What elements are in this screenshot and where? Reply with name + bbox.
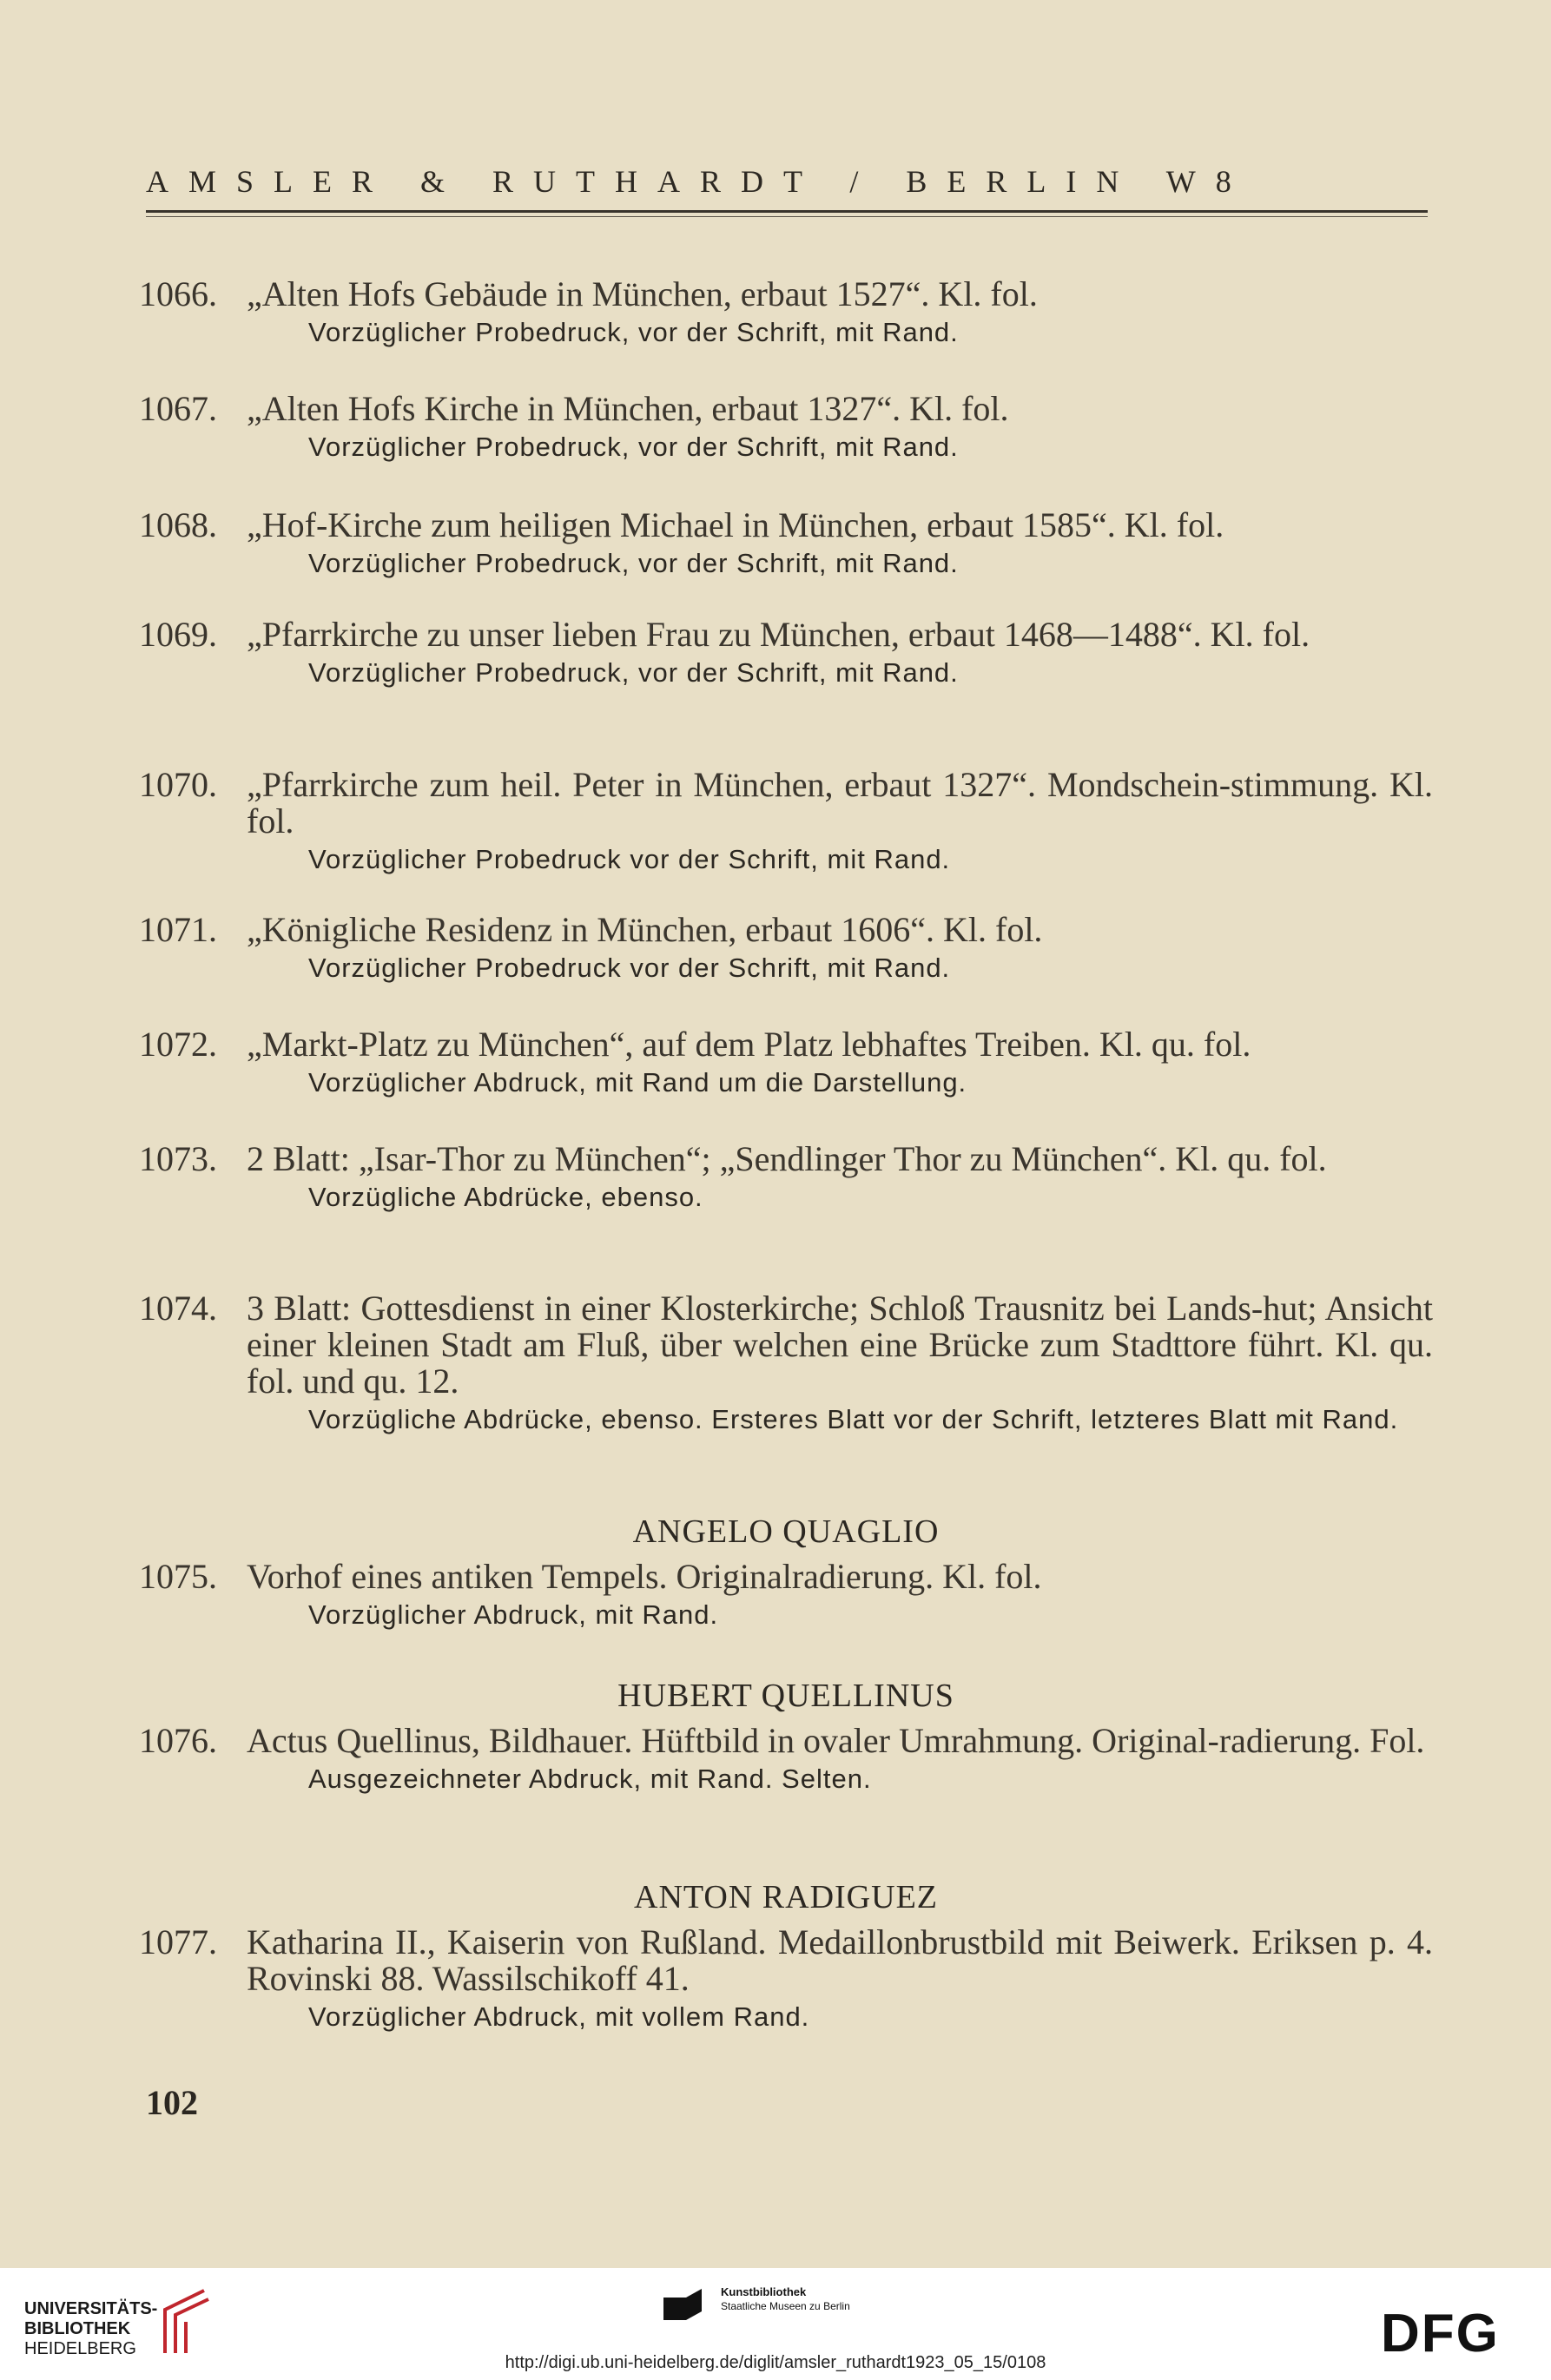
catalog-entry-1071 — [139, 912, 1433, 983]
header-rule — [146, 210, 1428, 213]
library-line-2: BIBLIOTHEK — [24, 2319, 131, 2338]
entry-title: 2 Blatt: „Isar-Thor zu München“; „Sendlinger Thor zu München“. Kl. qu. fol. — [247, 1139, 1327, 1178]
kunstbibliothek-label — [721, 2285, 850, 2313]
artist-heading: ANGELO QUAGLIO — [632, 1513, 940, 1550]
entry-number: 1068. — [139, 505, 217, 544]
entry-title: „Markt-Platz zu München“, auf dem Platz lebhaftes Treiben. Kl. qu. fol. — [247, 1025, 1251, 1064]
library-logo-icon — [156, 2284, 217, 2362]
catalog-entry-1067 — [139, 391, 1433, 462]
entry-number: 1066. — [139, 274, 217, 313]
footer-bar — [0, 2268, 1551, 2380]
entry-note: Vorzügliche Abdrücke, ebenso. Ersteres Blatt vor der Schrift, letzteres Blatt mit Rand. — [308, 1404, 1399, 1434]
entry-note: Vorzüglicher Probedruck vor der Schrift, mit Rand. — [308, 844, 951, 874]
entry-note: Vorzüglicher Probedruck, vor der Schrift, mit Rand. — [308, 317, 959, 347]
entry-number: 1074. — [139, 1289, 217, 1328]
entry-note: Vorzüglicher Abdruck, mit vollem Rand. — [308, 2001, 810, 2032]
library-line-1: UNIVERSITÄTS- — [24, 2299, 158, 2318]
catalog-entry-1068 — [139, 507, 1433, 578]
entry-number: 1075. — [139, 1557, 217, 1596]
entry-number: 1073. — [139, 1139, 217, 1178]
page-number: 102 — [146, 2083, 198, 2122]
catalog-entry-1074 — [139, 1290, 1433, 1434]
kunstbibliothek-sub: Staatliche Museen zu Berlin — [721, 2300, 850, 2312]
artist-heading: ANTON RADIGUEZ — [634, 1879, 938, 1915]
entry-note: Vorzüglicher Abdruck, mit Rand um die Darstellung. — [308, 1067, 967, 1098]
catalog-entry-1077 — [139, 1924, 1433, 2032]
entry-number: 1069. — [139, 615, 217, 654]
university-library-name — [24, 2299, 157, 2359]
catalog-entry-1076 — [139, 1723, 1433, 1794]
library-line-3: HEIDELBERG — [24, 2339, 136, 2358]
entry-title: „Alten Hofs Kirche in München, erbaut 1327“. Kl. fol. — [247, 389, 1009, 428]
entry-title: Katharina II., Kaiserin von Rußland. Medaillonbrustbild mit Beiwerk. Eriksen p. 4. Rovinski 88. Wassilschikoff 41. — [247, 1922, 1433, 1998]
entry-number: 1077. — [139, 1922, 217, 1961]
catalog-entry-1070 — [139, 767, 1433, 874]
kunstbibliothek-name: Kunstbibliothek — [721, 2285, 807, 2298]
entry-number: 1071. — [139, 910, 217, 949]
entry-note: Vorzüglicher Abdruck, mit Rand. — [308, 1599, 719, 1630]
entry-title: „Alten Hofs Gebäude in München, erbaut 1527“. Kl. fol. — [247, 274, 1038, 313]
catalog-entry-1069 — [139, 616, 1433, 688]
entry-note: Vorzüglicher Probedruck, vor der Schrift, mit Rand. — [308, 548, 959, 578]
entry-note: Ausgezeichneter Abdruck, mit Rand. Selten. — [308, 1764, 872, 1794]
entry-note: Vorzüglicher Probedruck vor der Schrift, mit Rand. — [308, 953, 951, 983]
entry-number: 1076. — [139, 1721, 217, 1760]
entry-title: „Königliche Residenz in München, erbaut 1606“. Kl. fol. — [247, 910, 1043, 949]
entry-note: Vorzüglicher Probedruck, vor der Schrift, mit Rand. — [308, 657, 959, 688]
entry-note: Vorzüglicher Probedruck, vor der Schrift, mit Rand. — [308, 432, 959, 462]
kunstbibliothek-logo-icon — [660, 2285, 709, 2334]
catalog-entry-1075 — [139, 1559, 1433, 1630]
entry-number: 1067. — [139, 389, 217, 428]
catalog-entry-1072 — [139, 1026, 1433, 1098]
entry-title: 3 Blatt: Gottesdienst in einer Klosterkirche; Schloß Trausnitz bei Lands-hut; Ansicht einer kleinen Stadt am Fluß, über welchen eine Brücke zum Stadttore führt. Kl. qu. fol. und qu. 12. — [247, 1289, 1433, 1401]
catalog-entry-1066 — [139, 276, 1433, 347]
entry-title: „Pfarrkirche zu unser lieben Frau zu München, erbaut 1468—1488“. Kl. fol. — [247, 615, 1310, 654]
entry-number: 1070. — [139, 765, 217, 804]
artist-heading: HUBERT QUELLINUS — [617, 1678, 954, 1714]
entry-title: Vorhof eines antiken Tempels. Originalradierung. Kl. fol. — [247, 1557, 1042, 1596]
running-head: AMSLER & RUTHARDT / BERLIN W8 — [146, 164, 1251, 199]
entry-number: 1072. — [139, 1025, 217, 1064]
source-url[interactable]: http://digi.ub.uni-heidelberg.de/diglit/amsler_ruthardt1923_05_15/0108 — [505, 2353, 1046, 2372]
entry-note: Vorzügliche Abdrücke, ebenso. — [308, 1182, 703, 1212]
header-rule-thin — [146, 216, 1428, 217]
entry-title: „Hof-Kirche zum heiligen Michael in München, erbaut 1585“. Kl. fol. — [247, 505, 1224, 544]
entry-title: „Pfarrkirche zum heil. Peter in München, erbaut 1327“. Mondschein-stimmung. Kl. fol. — [247, 765, 1433, 841]
dfg-logo: DFG — [1381, 2304, 1500, 2364]
catalog-entry-1073 — [139, 1141, 1433, 1212]
entry-title: Actus Quellinus, Bildhauer. Hüftbild in ovaler Umrahmung. Original-radierung. Fol. — [247, 1721, 1425, 1760]
